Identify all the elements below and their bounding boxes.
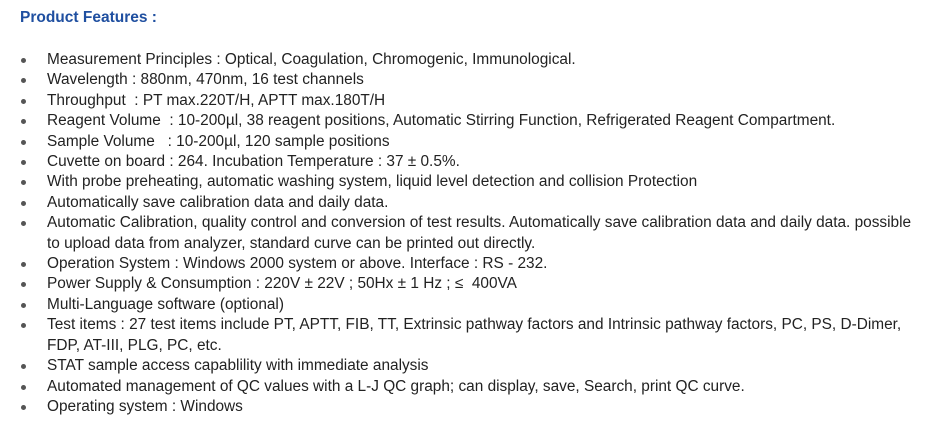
feature-text: Automatically save calibration data and daily data. [47,193,389,211]
feature-item [0,254,925,274]
feature-item [0,172,925,192]
feature-text: Sample Volume : 10-200µl, 120 sample positions [47,132,390,150]
feature-text: Wavelength : 880nm, 470nm, 16 test channels [47,71,364,89]
bullet-icon [21,160,26,165]
feature-text: With probe preheating, automatic washing system, liquid level detection and collision Protection [47,173,698,191]
feature-text: Operation System : Windows 2000 system or above. Interface : RS - 232. [47,255,548,273]
feature-text: Test items : 27 test items include PT, APTT, FIB, TT, Extrinsic pathway factors and Intrinsic pathway factors, PC, PS, D-Dimer, FDP, AT-III, PLG, PC, etc. [47,316,906,354]
feature-text: Power Supply & Consumption : 220V ± 22V ; 50Hx ± 1 Hz ; ≤ 400VA [47,275,517,293]
feature-item [0,397,925,417]
feature-text: STAT sample access capablility with immediate analysis [47,357,429,375]
bullet-icon [21,99,26,104]
bullet-icon [21,364,26,369]
feature-text: Automatic Calibration, quality control and conversion of test results. Automatically save calibration data and daily data. possible to upload data from analyzer, standard curve can be printed out directly. [47,214,916,252]
feature-text: Operating system : Windows [47,397,243,415]
feature-text: Multi-Language software (optional) [47,295,284,313]
feature-text: Throughput : PT max.220T/H, APTT max.180T/H [47,91,386,109]
bullet-icon [21,405,26,410]
bullet-icon [21,303,26,308]
feature-item [0,315,925,356]
bullet-icon [21,140,26,145]
feature-item [0,152,925,172]
feature-item [0,91,925,111]
feature-list [0,50,925,417]
feature-text: Automated management of QC values with a L-J QC graph; can display, save, Search, print QC curve. [47,377,745,395]
bullet-icon [21,201,26,206]
section-heading: Product Features : [20,9,157,26]
bullet-icon [21,282,26,287]
bullet-icon [21,323,26,328]
bullet-icon [21,58,26,63]
feature-item [0,193,925,213]
feature-text: Measurement Principles : Optical, Coagulation, Chromogenic, Immunological. [47,51,576,68]
bullet-icon [21,221,26,226]
feature-item [0,356,925,376]
feature-item [0,377,925,397]
bullet-icon [21,119,26,124]
feature-item [0,70,925,90]
feature-item [0,50,925,70]
bullet-icon [21,385,26,390]
feature-item [0,213,925,254]
feature-item [0,274,925,294]
bullet-icon [21,78,26,83]
feature-item [0,111,925,131]
bullet-icon [21,262,26,267]
feature-item [0,295,925,315]
feature-text: Cuvette on board : 264. Incubation Temperature : 37 ± 0.5%. [47,153,460,171]
feature-text: Reagent Volume : 10-200µl, 38 reagent positions, Automatic Stirring Function, Refrigerated Reagent Compartment. [47,112,836,130]
bullet-icon [21,180,26,185]
feature-item [0,132,925,152]
